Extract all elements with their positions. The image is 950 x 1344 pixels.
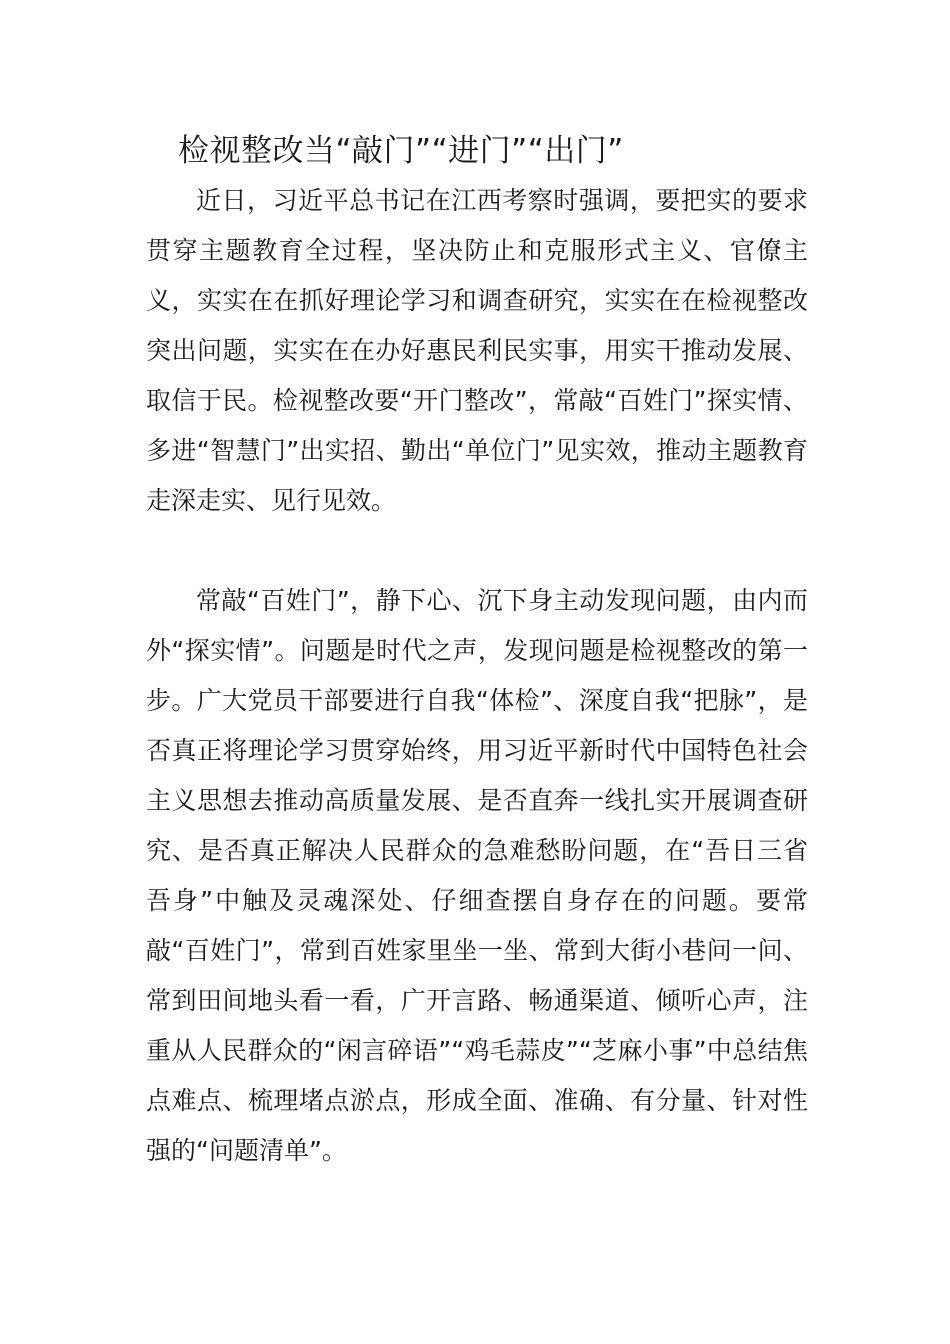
paragraph-baixing-men: 常敲“百姓门”，静下心、沉下身主动发现问题，由内而外“探实情”。问题是时代之声，发现问题是检视整改的第一步。广大党员干部要进行自我“体检”、深度自我“把脉”，是否真正将理论学习贯穿始终，用习近平新时代中国特色社会主义思想去推动高质量发展、是否直奔一线扎实开展调查研究、是否真正解决人民群众的急难愁盼问题，在“吾日三省吾身”中触及灵魂深处、仔细查摆自身存在的问题。要常敲“百姓门”，常到百姓家里坐一坐、常到大街小巷问一问、常到田间地头看一看，广开言路、畅通渠道、倾听心声，注重从人民群众的“闲言碎语”“鸡毛蒜皮”“芝麻小事”中总结焦点难点、梳理堵点淤点，形成全面、准确、有分量、针对性强的“问题清单”。 xyxy=(146,586,808,1165)
paragraph-intro: 近日，习近平总书记在江西考察时强调，要把实的要求贯穿主题教育全过程，坚决防止和克服形式主义、官僚主义，实实在在抓好理论学习和调查研究，实实在在检视整改突出问题，实实在在办好惠民利民实事，用实干推动发展、取信于民。检视整改要“开门整改”，常敲“百姓门”探实情、多进“智慧门”出实招、勤出“单位门”见实效，推动主题教育走深走实、见行见效。 xyxy=(146,186,808,515)
document-title: 检视整改当“敲门”“进门”“出门” xyxy=(178,133,624,169)
